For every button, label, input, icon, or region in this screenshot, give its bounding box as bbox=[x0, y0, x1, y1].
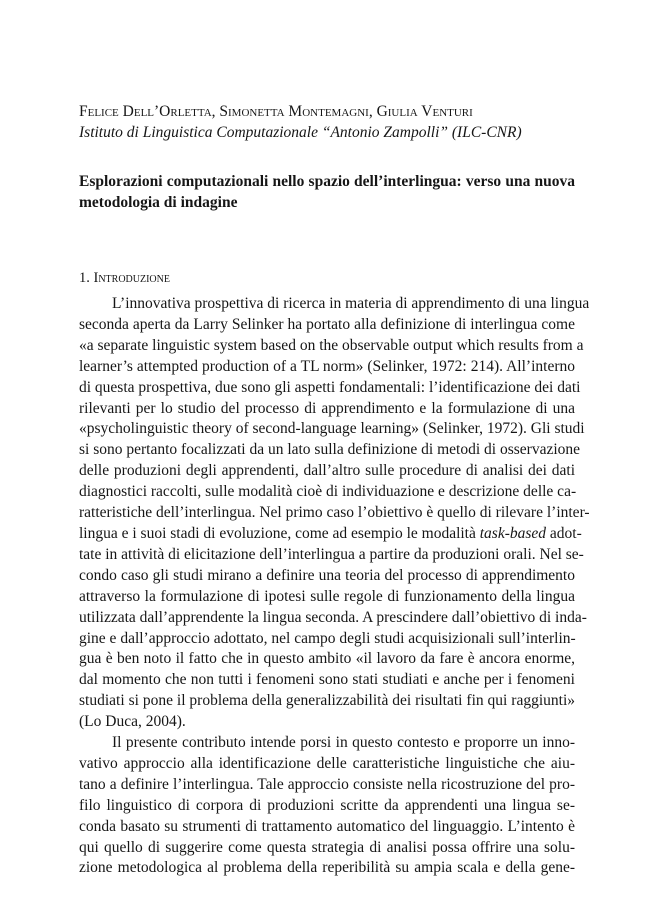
text-line: zione metodologica al problema della reperibilità su ampia scala e della gene- bbox=[79, 859, 575, 877]
text-segment: adot- bbox=[546, 524, 582, 542]
page-content bbox=[79, 101, 590, 879]
text-line: attraverso la formulazione di ipotesi sulle regole di funzionamento della lingua bbox=[79, 587, 575, 605]
paragraph-1 bbox=[79, 294, 590, 733]
section-title: Introduzione bbox=[93, 270, 170, 286]
text-line: learner’s attempted production of a TL norm» (Selinker, 1972: 214). All’interno bbox=[79, 357, 575, 375]
text-line: gine e dall’approccio adottato, nel campo degli studi acquisizionali sull’interlin- bbox=[79, 629, 576, 647]
section-heading bbox=[79, 268, 575, 288]
text-line: conda basato su strumenti di trattamento automatico del linguaggio. L’intento è bbox=[79, 817, 575, 835]
paragraph-2 bbox=[79, 733, 575, 879]
text-line: ratteristiche dell’interlingua. Nel primo caso l’obiettivo è quello di rilevare l’inter- bbox=[79, 504, 590, 522]
author-affiliation: Istituto di Linguistica Computazionale “Antonio Zampolli” (ILC-CNR) bbox=[79, 124, 522, 141]
text-line: (Lo Duca, 2004). bbox=[79, 713, 186, 731]
text-line: condo caso gli studi mirano a definire una teoria del processo di apprendimento bbox=[79, 566, 575, 584]
text-line: filo linguistico di corpora di produzioni scritte da apprendenti una lingua se- bbox=[79, 796, 575, 814]
text-line: gua è ben noto il fatto che in questo ambito «il lavoro da fare è ancora enorme, bbox=[79, 650, 575, 668]
text-line: si sono pertanto focalizzati da un lato sulla definizione di metodi di osservazione bbox=[79, 441, 581, 459]
author-list: Felice Dell’Orletta, Simonetta Montemagni, Giulia Venturi bbox=[79, 103, 473, 120]
text-line: tano a definire l’interlingua. Tale approccio consiste nella ricostruzione del pro- bbox=[79, 775, 575, 793]
text-line: rilevanti per lo studio del processo di apprendimento e la formulazione di una bbox=[79, 399, 575, 417]
text-line: di questa prospettiva, due sono gli aspetti fondamentali: l’identificazione dei dati bbox=[79, 378, 581, 396]
text-line: dal momento che non tutti i fenomeni sono stati studiati e anche per i fenomeni bbox=[79, 671, 575, 689]
text-line-with-emphasis bbox=[79, 524, 582, 545]
paper-title: Esplorazioni computazionali nello spazio dell’interlingua: verso una nuova metodologia di indagine bbox=[79, 173, 575, 211]
text-line: Il presente contributo intende porsi in questo contesto e proporre un inno- bbox=[112, 734, 575, 752]
text-line: «a separate linguistic system based on the observable output which results from a bbox=[79, 336, 584, 354]
text-line: tate in attività di elicitazione dell’interlingua a partire da produzioni orali. Nel se- bbox=[79, 545, 584, 563]
text-line: studiati si pone il problema della generalizzabilità dei risultati fin qui raggiunti» bbox=[79, 692, 575, 710]
emphasis-term: task-based bbox=[479, 524, 547, 542]
text-line: diagnostici raccolti, sulle modalità cioè di individuazione e descrizione delle ca- bbox=[79, 483, 577, 501]
section-number: 1. bbox=[79, 270, 90, 286]
text-line: vativo approccio alla identificazione delle caratteristiche linguistiche che aiu- bbox=[79, 754, 575, 772]
text-segment: lingua e i suoi stadi di evoluzione, come ad esempio le modalità bbox=[79, 524, 480, 542]
text-line: seconda aperta da Larry Selinker ha portato alla definizione di interlingua come bbox=[79, 315, 575, 333]
text-line: delle produzioni degli apprendenti, dall’altro sulle procedure di analisi dei dati bbox=[79, 462, 575, 480]
text-line: L’innovativa prospettiva di ricerca in materia di apprendimento di una lingua bbox=[112, 295, 590, 312]
text-line: qui quello di suggerire come questa strategia di analisi possa offrire una solu- bbox=[79, 838, 575, 856]
body-text bbox=[79, 294, 590, 879]
text-line: utilizzata dall’apprendente la lingua seconda. A prescindere dall’obiettivo di inda- bbox=[79, 608, 587, 626]
text-line: «psycholinguistic theory of second-language learning» (Selinker, 1972). Gli studi bbox=[79, 420, 585, 438]
